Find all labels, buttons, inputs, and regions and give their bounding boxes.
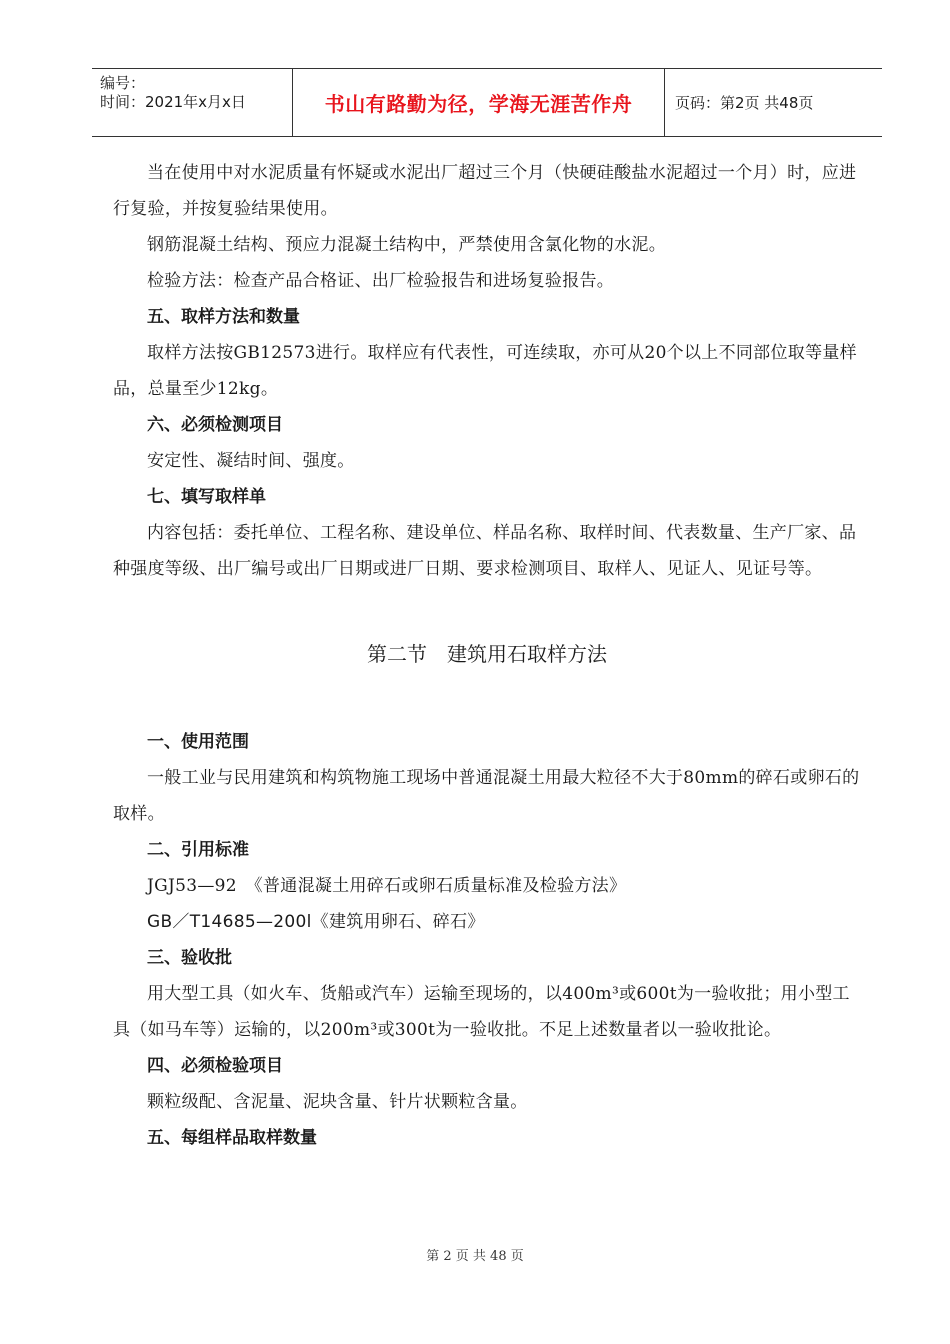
heading-standards: 二、引用标准	[147, 840, 249, 860]
header-motto: 书山有路勤为径，学海无涯苦作舟	[292, 69, 665, 136]
paragraph-acceptance-batch: 用大型工具（如火车、货船或汽车）运输至现场的，以400m³或600t为一验收批；用小型工具（如马车等）运输的，以200m³或300t为一验收批。不足上述数量者以一验收批论。	[113, 984, 850, 1040]
document-number-label: 编号：	[100, 74, 146, 92]
header-page-info: 页码：第2页 共48页	[675, 94, 814, 112]
document-body	[113, 155, 861, 1156]
heading-acceptance-batch: 三、验收批	[147, 948, 232, 968]
page-footer: 第 2 页 共 48 页	[426, 1249, 524, 1264]
heading-sampling-method: 五、取样方法和数量	[147, 307, 300, 327]
heading-required-tests: 六、必须检测项目	[147, 415, 283, 435]
heading-required-inspection: 四、必须检验项目	[147, 1056, 283, 1076]
heading-scope: 一、使用范围	[147, 732, 249, 752]
header-left-cell	[92, 69, 292, 136]
section-title: 第二节 建筑用石取样方法	[367, 642, 607, 666]
paragraph-required-inspection: 颗粒级配、含泥量、泥块含量、针片状颗粒含量。	[147, 1092, 528, 1112]
standard-jgj53: JGJ53—92 《普通混凝土用碎石或卵石质量标准及检验方法》	[147, 876, 627, 896]
paragraph-required-tests: 安定性、凝结时间、强度。	[147, 451, 355, 471]
paragraph-sampling-form: 内容包括：委托单位、工程名称、建设单位、样品名称、取样时间、代表数量、生产厂家、品种强度等级、出厂编号或出厂日期或进厂日期、要求检测项目、取样人、见证人、见证号等。	[113, 523, 857, 579]
paragraph-chloride: 钢筋混凝土结构、预应力混凝土结构中，严禁使用含氯化物的水泥。	[147, 235, 666, 255]
heading-sampling-form: 七、填写取样单	[147, 487, 266, 507]
standard-gb14685: GB／T14685—200l《建筑用卵石、碎石》	[147, 912, 485, 932]
page-header	[92, 68, 882, 137]
paragraph-inspection-method: 检验方法：检查产品合格证、出厂检验报告和进场复验报告。	[147, 271, 615, 291]
paragraph-sampling-method: 取样方法按GB12573进行。取样应有代表性，可连续取，亦可从20个以上不同部位取等量样品，总量至少12kg。	[113, 343, 857, 399]
document-time-label: 时间：2021年x月x日	[100, 93, 246, 111]
paragraph-recheck: 当在使用中对水泥质量有怀疑或水泥出厂超过三个月（快硬硅酸盐水泥超过一个月）时，应进行复验，并按复验结果使用。	[113, 163, 857, 219]
paragraph-scope: 一般工业与民用建筑和构筑物施工现场中普通混凝土用最大粒径不大于80mm的碎石或卵石的取样。	[113, 768, 860, 824]
heading-sample-quantity: 五、每组样品取样数量	[147, 1128, 317, 1148]
